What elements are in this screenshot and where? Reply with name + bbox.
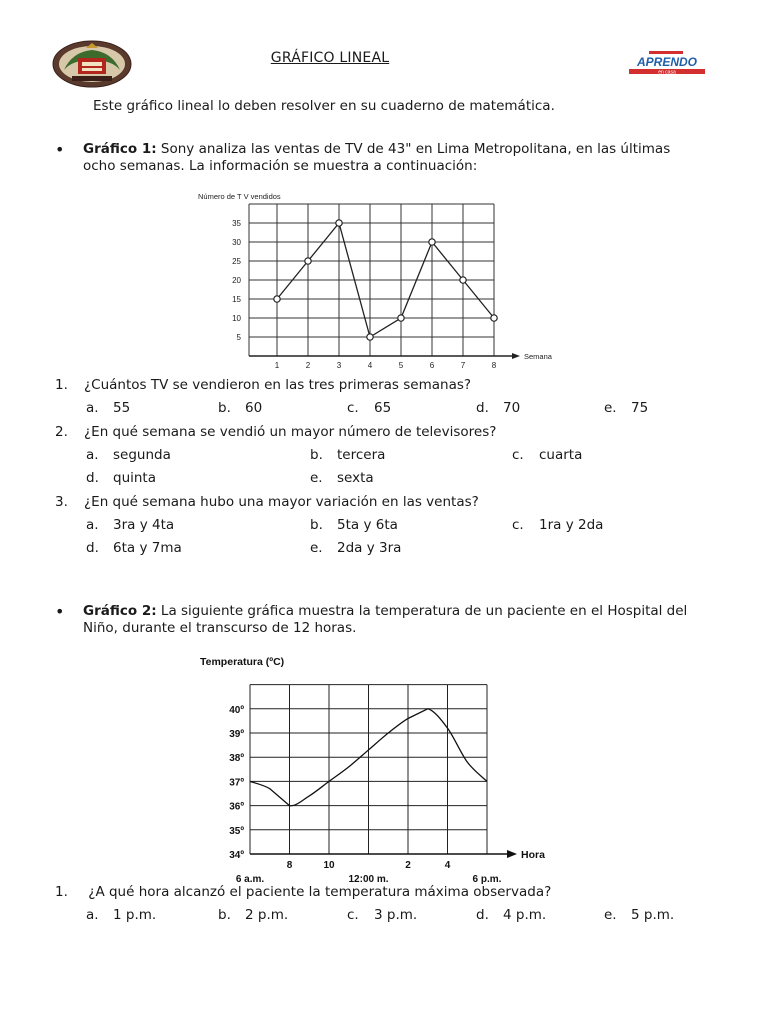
x-tick-label: 1 (274, 361, 280, 368)
data-point (491, 315, 497, 321)
option-text: 70 (503, 400, 521, 416)
option-text: 3ra y 4ta (113, 517, 175, 533)
option-letter: d. (86, 470, 99, 486)
answer-option[interactable] (310, 470, 374, 486)
x-axis-arrow (512, 353, 520, 359)
option-text: 65 (374, 400, 392, 416)
x-tick-label: 12:00 m. (348, 874, 389, 885)
answer-option[interactable] (86, 470, 156, 486)
option-letter: c. (347, 907, 359, 923)
option-text: 55 (113, 400, 131, 416)
x-tick-label: 6 p.m. (472, 874, 502, 885)
option-text: 1ra y 2da (539, 517, 604, 533)
answer-option[interactable] (86, 907, 156, 923)
option-text: cuarta (539, 447, 583, 463)
answer-option[interactable] (512, 447, 582, 463)
logo-aprendo-text: APRENDO (636, 55, 698, 69)
y-tick-label: 35º (229, 825, 244, 837)
question-number: 2. (55, 424, 68, 440)
section2-text (83, 603, 687, 637)
sales-line-chart (190, 188, 570, 368)
x-axis-arrow (507, 850, 517, 858)
bullet: • (55, 602, 65, 621)
option-letter: d. (86, 540, 99, 556)
section2-line1: La siguiente gráfica muestra la temperatura de un paciente en el Hospital del (156, 603, 688, 619)
data-point (398, 315, 404, 321)
aprendo-en-casa-logo (619, 50, 715, 76)
option-text: 2da y 3ra (337, 540, 402, 556)
answer-option[interactable] (310, 447, 385, 463)
option-letter: b. (218, 907, 231, 923)
y-axis-label: Temperatura (ºC) (200, 656, 285, 668)
section1-line2: ocho semanas. La información se muestra a continuación: (83, 158, 478, 174)
y-tick-label: 38º (229, 753, 244, 765)
y-tick-label: 34º (229, 850, 244, 861)
answer-option[interactable] (604, 907, 674, 923)
section1-line1: Sony analiza las ventas de TV de 43" en Lima Metropolitana, en las últimas (156, 141, 671, 157)
question-text: ¿Cuántos TV se vendieron en las tres primeras semanas? (84, 377, 472, 393)
x-tick-label: 8 (286, 860, 293, 871)
question-text: ¿En qué semana hubo una mayor variación en las ventas? (84, 494, 479, 510)
question (55, 424, 496, 440)
answer-option[interactable] (604, 400, 648, 416)
option-text: sexta (337, 470, 374, 486)
option-text: segunda (113, 447, 171, 463)
x-tick-label: 10 (323, 860, 335, 871)
question (55, 884, 551, 900)
page-title: GRÁFICO LINEAL (270, 50, 390, 66)
section1-text (83, 141, 670, 175)
option-text: 5 p.m. (631, 907, 675, 923)
question-text: ¿En qué semana se vendió un mayor número de televisores? (84, 424, 497, 440)
option-letter: a. (86, 447, 99, 463)
y-tick-label: 10 (232, 314, 241, 323)
answer-option[interactable] (86, 540, 182, 556)
option-letter: d. (476, 400, 489, 416)
x-tick-label: 4 (444, 860, 451, 871)
y-tick-label: 20 (232, 276, 241, 285)
option-text: 2 p.m. (245, 907, 289, 923)
answer-option[interactable] (86, 447, 171, 463)
bullet: • (55, 140, 65, 159)
data-point (336, 220, 342, 226)
option-letter: e. (604, 907, 617, 923)
section2-line2: Niño, durante el transcurso de 12 horas. (83, 620, 357, 636)
question-number: 1. (55, 377, 68, 393)
y-tick-label: 37º (229, 777, 244, 789)
data-point (274, 296, 280, 302)
option-letter: e. (310, 540, 323, 556)
y-tick-label: 40º (229, 704, 244, 716)
x-tick-label: 4 (367, 361, 373, 368)
x-tick-label: 8 (491, 361, 497, 368)
data-point (367, 334, 373, 340)
intro-text: Este gráfico lineal lo deben resolver en su cuaderno de matemática. (93, 98, 555, 114)
option-text: tercera (337, 447, 386, 463)
data-point (460, 277, 466, 283)
option-text: 75 (631, 400, 649, 416)
x-axis-label: Semana (524, 352, 552, 361)
x-tick-label: 6 a.m. (235, 874, 265, 885)
answer-option[interactable] (476, 400, 520, 416)
x-tick-label: 3 (336, 361, 342, 368)
option-letter: e. (604, 400, 617, 416)
question (55, 494, 479, 510)
y-tick-label: 30 (232, 238, 241, 247)
option-text: 60 (245, 400, 263, 416)
logo-en-casa-text: en casa (658, 69, 676, 76)
option-letter: c. (512, 447, 524, 463)
answer-option[interactable] (347, 907, 417, 923)
answer-option[interactable] (86, 517, 174, 533)
option-text: 5ta y 6ta (337, 517, 398, 533)
answer-option[interactable] (512, 517, 603, 533)
answer-option[interactable] (476, 907, 546, 923)
x-tick-label: 6 (429, 361, 435, 368)
option-text: 1 p.m. (113, 907, 157, 923)
y-tick-label: 25 (232, 257, 241, 266)
answer-option[interactable] (310, 517, 398, 533)
y-tick-label: 15 (232, 295, 241, 304)
y-tick-label: 39º (229, 729, 244, 740)
option-letter: a. (86, 517, 99, 533)
option-letter: a. (86, 907, 99, 923)
option-text: quinta (113, 470, 156, 486)
x-tick-label: 2 (305, 361, 311, 368)
option-letter: c. (347, 400, 359, 416)
option-letter: b. (310, 517, 323, 533)
x-axis-label: Hora (521, 849, 545, 861)
option-letter: a. (86, 400, 99, 416)
answer-option[interactable] (310, 540, 401, 556)
question-number: 3. (55, 494, 68, 510)
answer-option[interactable] (347, 400, 391, 416)
answer-option[interactable] (218, 907, 288, 923)
y-tick-label: 5 (236, 333, 241, 342)
answer-option[interactable] (218, 400, 262, 416)
option-letter: b. (218, 400, 231, 416)
option-letter: c. (512, 517, 524, 533)
section1-label: Gráfico 1: (83, 141, 157, 157)
section2-label: Gráfico 2: (83, 603, 157, 619)
x-tick-label: 5 (398, 361, 404, 368)
option-letter: d. (476, 907, 489, 923)
question-number: 1. (55, 884, 68, 900)
x-tick-label: 2 (405, 860, 411, 871)
y-tick-label: 35 (232, 219, 241, 228)
option-letter: e. (310, 470, 323, 486)
y-axis-label: Número de T V vendidos (198, 192, 281, 201)
option-letter: b. (310, 447, 323, 463)
y-tick-label: 36º (229, 801, 244, 813)
option-text: 4 p.m. (503, 907, 547, 923)
data-point (305, 258, 311, 264)
x-tick-label: 7 (460, 361, 466, 368)
question (55, 377, 471, 393)
option-text: 3 p.m. (374, 907, 418, 923)
option-text: 6ta y 7ma (113, 540, 182, 556)
temperature-line-chart (195, 650, 565, 885)
data-point (429, 239, 435, 245)
answer-option[interactable] (86, 400, 130, 416)
question-text: ¿A qué hora alcanzó el paciente la temperatura máxima observada? (84, 884, 552, 900)
